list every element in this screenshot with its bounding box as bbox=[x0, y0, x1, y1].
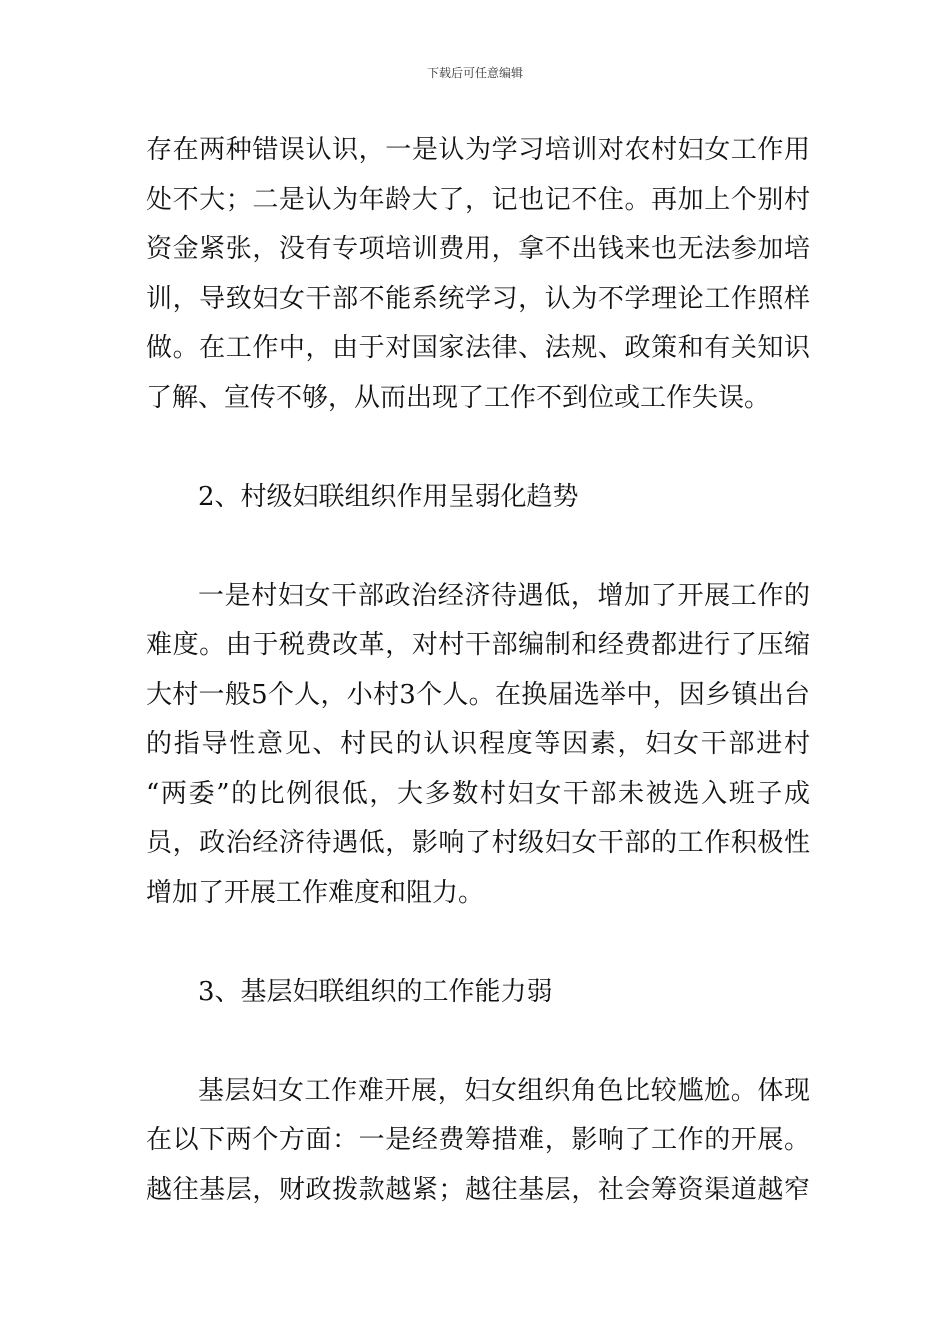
text-line: 大村一般5个人，小村3个人。在换届选举中，因乡镇出台 bbox=[146, 679, 810, 710]
page-header: 下载后可任意编辑 bbox=[426, 66, 523, 80]
text-line: 增加了开展工作难度和阻力。 bbox=[146, 877, 485, 908]
heading-line: 3、基层妇联组织的工作能力弱 bbox=[198, 976, 553, 1007]
text-line: 资金紧张，没有专项培训费用，拿不出钱来也无法参加培 bbox=[146, 234, 810, 264]
paragraph-gap bbox=[146, 918, 810, 968]
paragraph-gap bbox=[146, 522, 810, 572]
paragraph-gap bbox=[146, 423, 810, 473]
text-line: 训，导致妇女干部不能系统学习，认为不学理论工作照样 bbox=[146, 283, 810, 314]
text-line: 了解、宣传不够，从而出现了工作不到位或工作失误。 bbox=[146, 382, 771, 413]
text-line: “两委”的比例很低，大多数村妇女干部未被选入班子成 bbox=[146, 778, 810, 809]
text-line: 越往基层，财政拨款越紧；越往基层，社会筹资渠道越窄 bbox=[146, 1174, 810, 1205]
section-heading bbox=[146, 473, 810, 523]
text-line: 的指导性意见、村民的认识程度等因素，妇女干部进村 bbox=[146, 729, 810, 759]
text-line: 做。在工作中，由于对国家法律、法规、政策和有关知识 bbox=[146, 333, 810, 363]
paragraph bbox=[146, 1067, 810, 1216]
text-line: 难度。由于税费改革，对村干部编制和经费都进行了压缩 bbox=[146, 630, 810, 660]
text-line: 员，政治经济待遇低，影响了村级妇女干部的工作积极性 bbox=[146, 828, 810, 858]
paragraph bbox=[146, 572, 810, 919]
section-heading bbox=[146, 968, 810, 1018]
text-line: 存在两种错误认识，一是认为学习培训对农村妇女工作用 bbox=[146, 135, 810, 165]
paragraph-gap bbox=[146, 1017, 810, 1067]
text-line: 在以下两个方面：一是经费筹措难，影响了工作的开展。 bbox=[146, 1125, 810, 1155]
heading-line: 2、村级妇联组织作用呈弱化趋势 bbox=[198, 481, 579, 512]
text-line: 一是村妇女干部政治经济待遇低，增加了开展工作的 bbox=[198, 580, 810, 611]
text-line: 处不大；二是认为年龄大了，记也记不住。再加上个别村 bbox=[146, 184, 810, 215]
paragraph bbox=[146, 126, 810, 423]
text-line: 基层妇女工作难开展，妇女组织角色比较尴尬。体现 bbox=[198, 1075, 810, 1106]
document-body bbox=[146, 126, 810, 1215]
